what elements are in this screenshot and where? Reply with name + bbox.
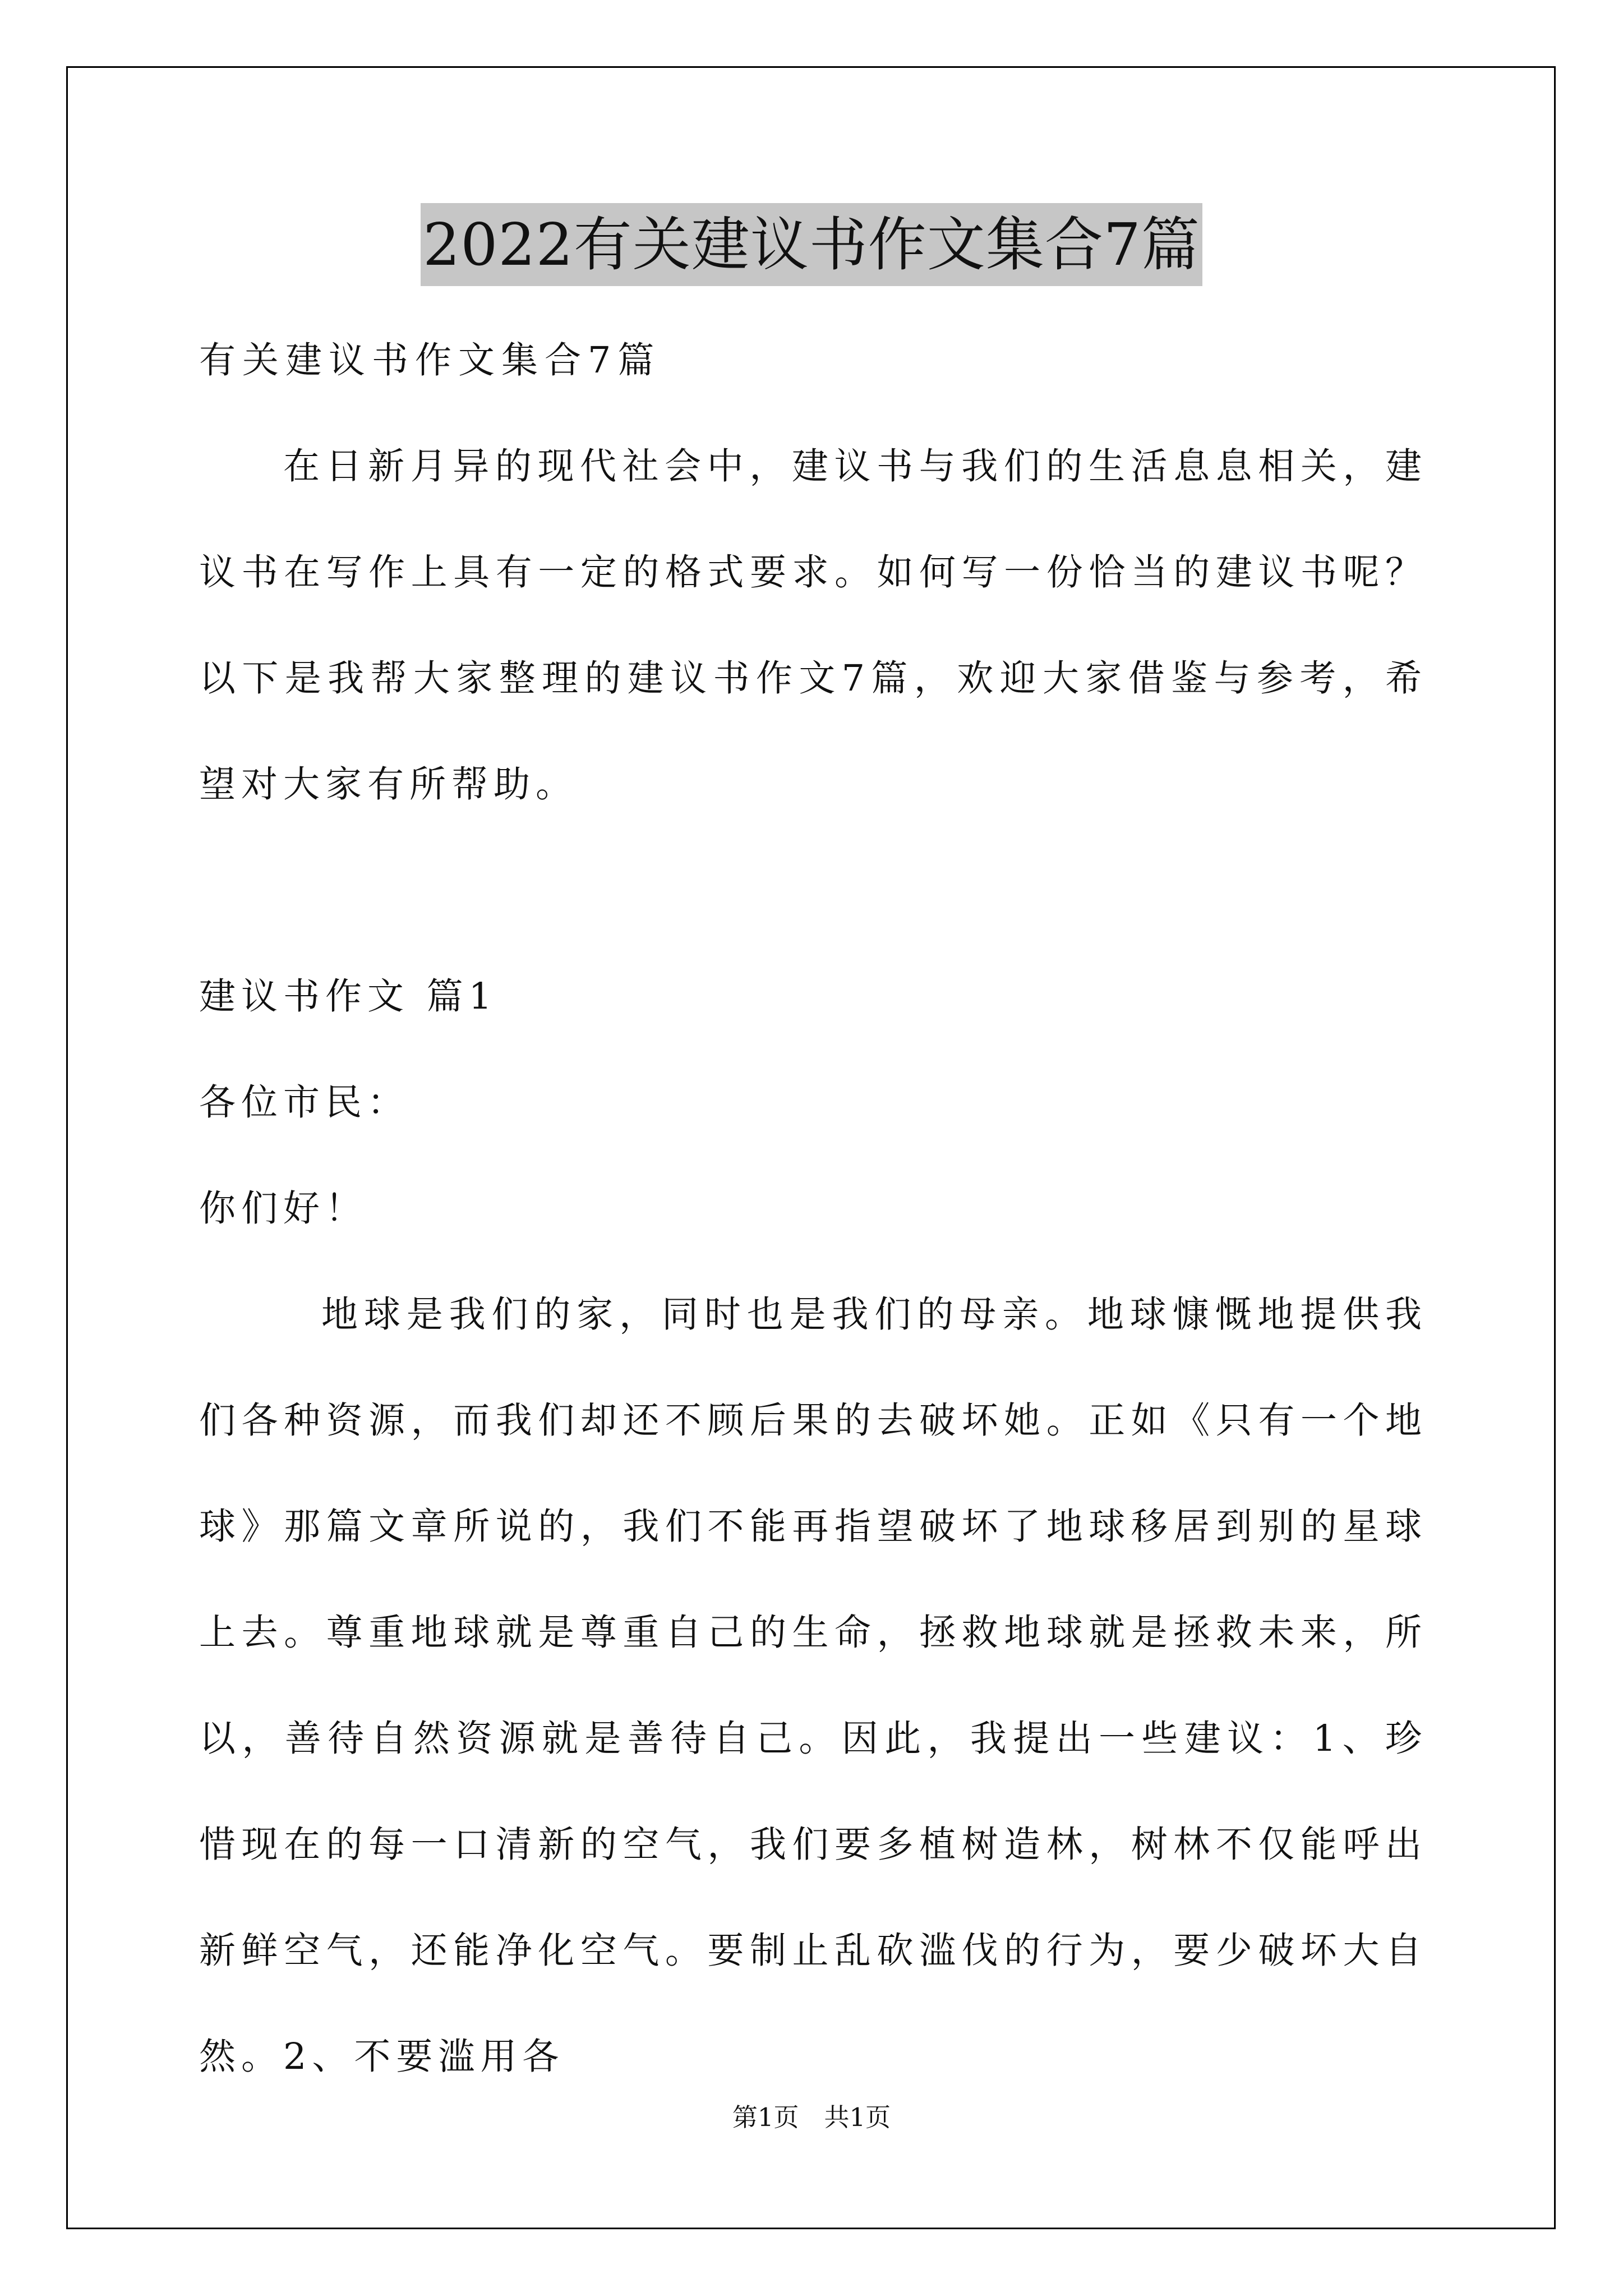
document-body: [199, 307, 1427, 2110]
intro-paragraph: 在日新月异的现代社会中，建议书与我们的生活息息相关，建议书在写作上具有一定的格式要求。如何写一份恰当的建议书呢？以下是我帮大家整理的建议书作文7篇，欢迎大家借鉴与参考，希望对大家有所帮助。: [199, 445, 1427, 806]
document-subtitle: 有关建议书作文集合7篇: [199, 339, 661, 381]
greeting: 你们好！: [199, 1188, 368, 1230]
salutation: 各位市民：: [199, 1082, 410, 1124]
paragraph-spacer: [199, 838, 1427, 944]
title-container: [0, 203, 1623, 286]
document-title: 2022有关建议书作文集合7篇: [421, 203, 1202, 286]
section-heading: 建议书作文 篇1: [199, 976, 498, 1018]
body-paragraph: 地球是我们的家，同时也是我们的母亲。地球慷慨地提供我们各种资源，而我们却还不顾后果的去破坏她。正如《只有一个地球》那篇文章所说的，我们不能再指望破坏了地球移居到别的星球上去。尊重地球就是尊重自己的生命，拯救地球就是拯救未来，所以，善待自然资源就是善待自己。因此，我提出一些建议：1、珍惜现在的每一口清新的空气，我们要多植树造林，树林不仅能呼出新鲜空气，还能净化空气。要制止乱砍滥伐的行为，要少破坏大自然。2、不要滥用各: [199, 1294, 1427, 2078]
page-footer: 第1页 共1页: [732, 2102, 891, 2132]
